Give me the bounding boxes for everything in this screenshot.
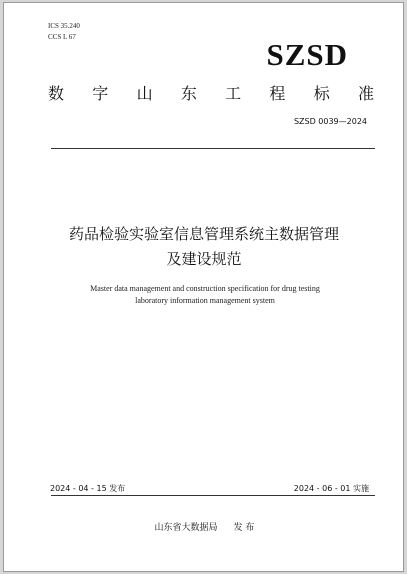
standard-type-char: 数 [48, 84, 65, 103]
standard-type-char: 标 [313, 84, 330, 103]
chinese-title-line: 药品检验实验室信息管理系统主数据管理 [68, 225, 339, 243]
standard-number: SZSD 0039—2024 [293, 117, 367, 126]
implementation-date: 2024 - 06 - 01 实施 [293, 484, 369, 493]
header-divider [51, 148, 375, 149]
issue-date: 2024 - 04 - 15 发布 [50, 484, 126, 493]
ics-code: ICS 35.240 [48, 22, 80, 30]
standard-cover-page [3, 2, 404, 572]
standard-type-char: 程 [269, 84, 286, 103]
standard-type-char: 山 [136, 84, 153, 103]
english-title-line: Master data management and construction specification for drug testing [90, 284, 320, 293]
standard-type-char: 字 [92, 84, 109, 103]
standard-type-char: 东 [180, 84, 197, 103]
chinese-title-line: 及建设规范 [166, 250, 242, 268]
ccs-code: CCS L 67 [48, 33, 76, 41]
publisher-line [4, 520, 405, 533]
english-title-line: laboratory information management system [135, 296, 275, 305]
english-title [44, 283, 366, 307]
classification-codes [48, 21, 80, 43]
issuing-authority: 山东省大数据局 [154, 523, 218, 533]
publish-label: 发 布 [233, 523, 255, 533]
footer-divider [51, 495, 375, 496]
standard-type-heading [48, 81, 374, 104]
standard-type-char: 准 [357, 84, 374, 103]
standard-brand-logo: SZSD [266, 37, 348, 72]
standard-type-char: 工 [225, 84, 242, 103]
chinese-title [34, 222, 374, 272]
